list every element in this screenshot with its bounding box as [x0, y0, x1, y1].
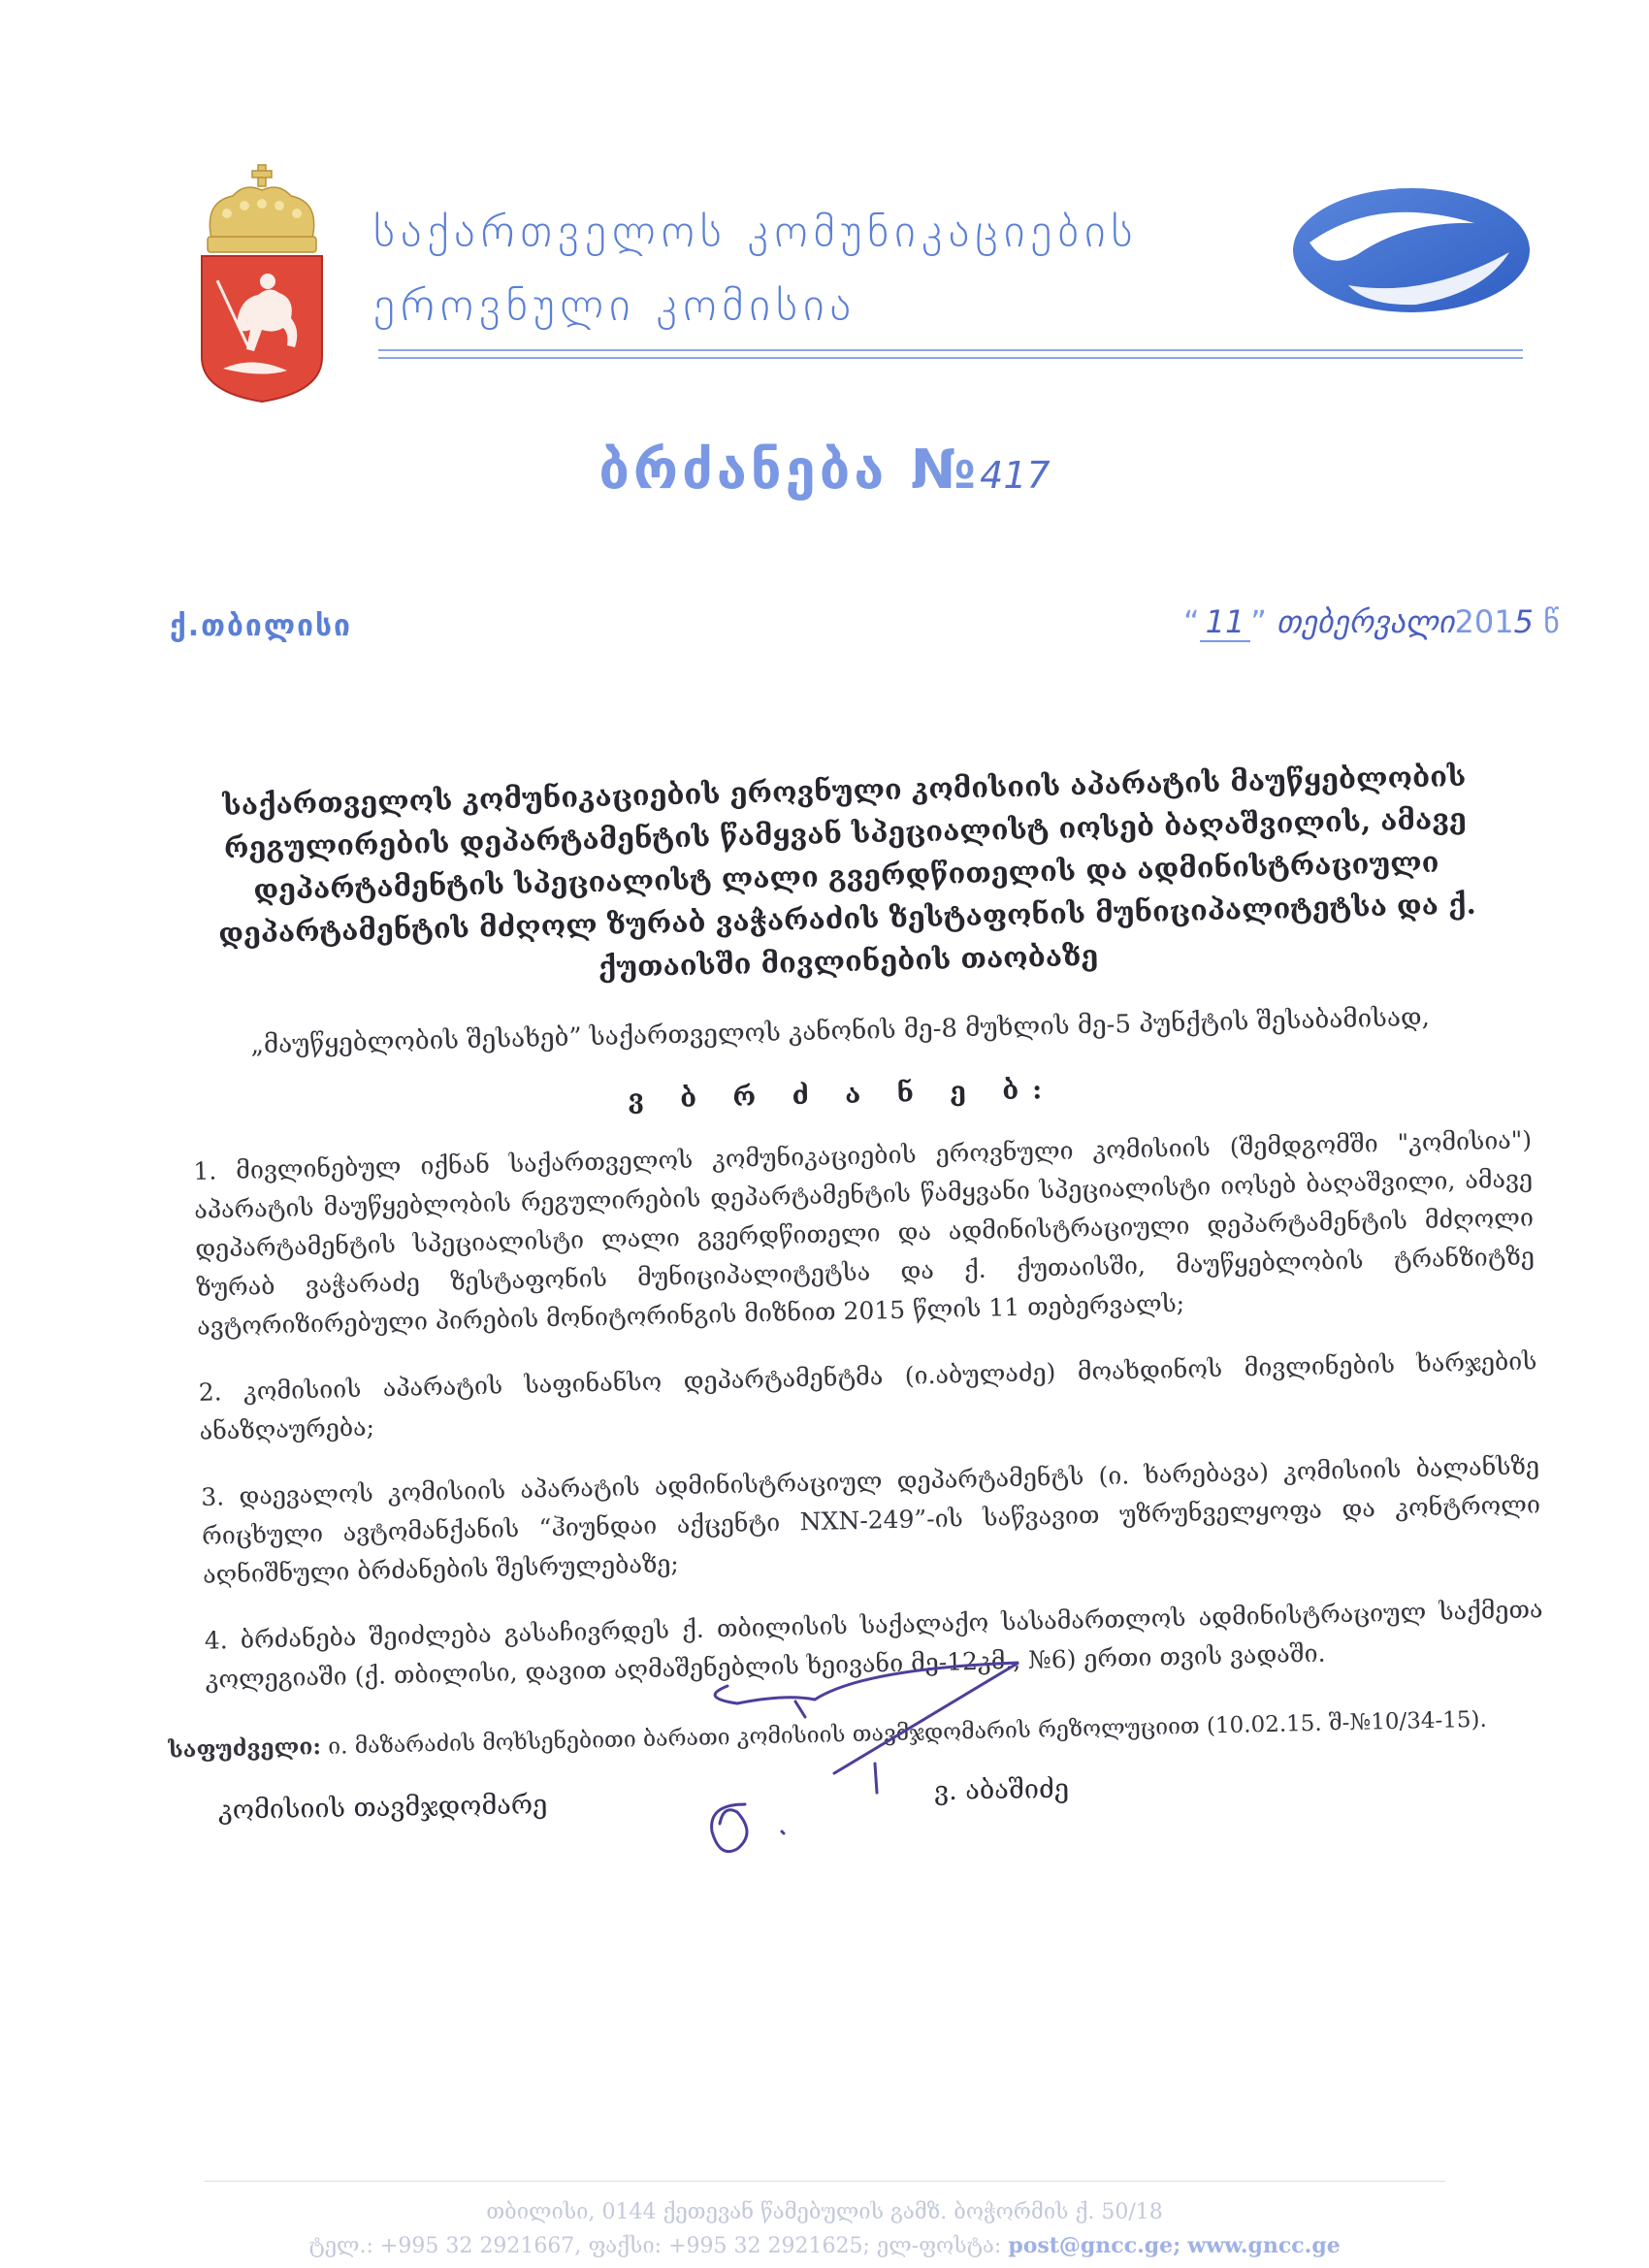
footer-email-label: ელ-ფოსტა: [876, 2234, 1002, 2258]
order-item-1: 1. მივლინებულ იქნან საქართველოს კომუნიკაციების ეროვნული კომისიის (შემდგომში "კომისია") აპარატის მაუწყებლობის რეგულირების დეპარტამენტის წამყვანი სპეციალისტი იოსებ ბაღაშვილი, ამავე დეპარტამენტის სპეციალისტი ლალი გვერდწითელი და ადმინისტრაციული დეპარტამენტის მძღოლი ზურაბ ვაჭარაძე ზესტაფონის მუნიციპალიტეტსა და ქ. ქუთაისში, მაუწყებლობის ტრანზიტზე ავტორიზირებული პირების მონიტორინგის მიზნით 2015 წლის 11 თებერვალს; [193, 1125, 1536, 1341]
date-suffix: წ [1543, 603, 1560, 640]
foundation-label: საფუძველი: [168, 1733, 322, 1764]
order-item-2: 2. კომისიის აპარატის საფინანსო დეპარტამენტმა (ი.აბულაძე) მოახდინოს მივლინების ხარჯების ანაზღაურება; [198, 1346, 1537, 1445]
legal-basis: „მაუწყებლობის შესახებ” საქართველოს კანონის მე-8 მუხლის მე-5 პუნქტის შესაბამისად, [250, 1002, 1431, 1060]
date-day: 11 [1200, 603, 1251, 642]
document-body [146, 754, 1545, 1768]
date-year-prefix: 201 [1454, 603, 1514, 640]
order-subject: საქართველოს კომუნიკაციების ეროვნული კომისიის აპარატის მაუწყებლობის რეგულირების დეპარტამენტის წამყვან სპეციალისტ იოსებ ბაღაშვილის, ამავე დეპარტამენტის სპეციალისტ ლალი გვერდწითელის და ადმინისტრაციული დეპარტამენტის მძღოლ ზურაბ ვაჭარაძის ზესტაფონის მუნიციპალიტეტსა და ქ. ქუთაისში მივლინების თაობაზე [217, 759, 1477, 985]
footer-phone-label: ტელ.: [308, 2234, 373, 2258]
coat-of-arms-emblem [194, 163, 330, 405]
organization-name-line2: ეროვნული კომისია [373, 278, 857, 331]
gncc-logo [1290, 184, 1533, 315]
date-month: თებერვალი [1277, 603, 1455, 640]
organization-name [373, 194, 1305, 341]
footer-email-link[interactable]: post@gncc.ge; [1008, 2233, 1181, 2258]
order-title-label: ბრძანება № [598, 438, 981, 502]
footer-address: თბილისი, 0144 ქეთევან წამებულის გამზ. ბოჭორმის ქ. 50/18 [486, 2200, 1163, 2224]
footer-fax-label: ფაქსი: [588, 2234, 663, 2258]
order-number: 417 [980, 454, 1051, 497]
handwritten-signature [669, 1659, 1077, 1882]
issue-date: “ 11 ” თებერვალი2015 წ [1183, 603, 1560, 640]
header-divider [378, 349, 1523, 359]
order-title [0, 438, 1649, 502]
order-item-4: 4. ბრძანება შეიძლება გასაჩივრდეს ქ. თბილისის საქალაქო სასამართლოს ადმინისტრაციულ საქმეთა კოლეგიაში (ქ. თბილისი, დავით აღმაშენებლის ხეივანი მე-12კმ., №6) ერთი თვის ვადაში. [204, 1595, 1543, 1694]
date-year-last: 5 [1513, 603, 1534, 640]
issue-place: ქ.თბილისი [170, 609, 352, 643]
footer-phone: +995 32 2921667, [379, 2234, 582, 2258]
organization-name-line1: საქართველოს კომუნიკაციების [373, 205, 1139, 257]
footer-website-link[interactable]: www.gncc.ge [1187, 2233, 1341, 2258]
signatory-name: ვ. აბაშიძე [933, 1773, 1070, 1807]
footer-contacts [0, 2233, 1649, 2258]
footer-fax: +995 32 2921625; [668, 2234, 870, 2258]
foundation-text: ი. მაზარაძის მოხსენებითი ბარათი კომისიის თავმჯდომარის რეზოლუციით (10.02.15. შ-№10/34-15). [327, 1706, 1488, 1760]
orders-heading: ვ ბ რ ძ ა ნ ე ბ: [627, 1074, 1056, 1116]
footer-divider [204, 2181, 1445, 2182]
signatory-title: კომისიის თავმჯდომარე [217, 1790, 548, 1826]
order-item-3: 3. დაევალოს კომისიის აპარატის ადმინისტრაციულ დეპარტამენტს (ი. ხარებავა) კომისიის ბალანსზე რიცხული ავტომანქანის “ჰიუნდაი აქცენტი NXN-249”-ის საწვავით უზრუნველყოფა და კონტროლი აღნიშნული ბრძანების შესრულებაზე; [200, 1451, 1541, 1589]
